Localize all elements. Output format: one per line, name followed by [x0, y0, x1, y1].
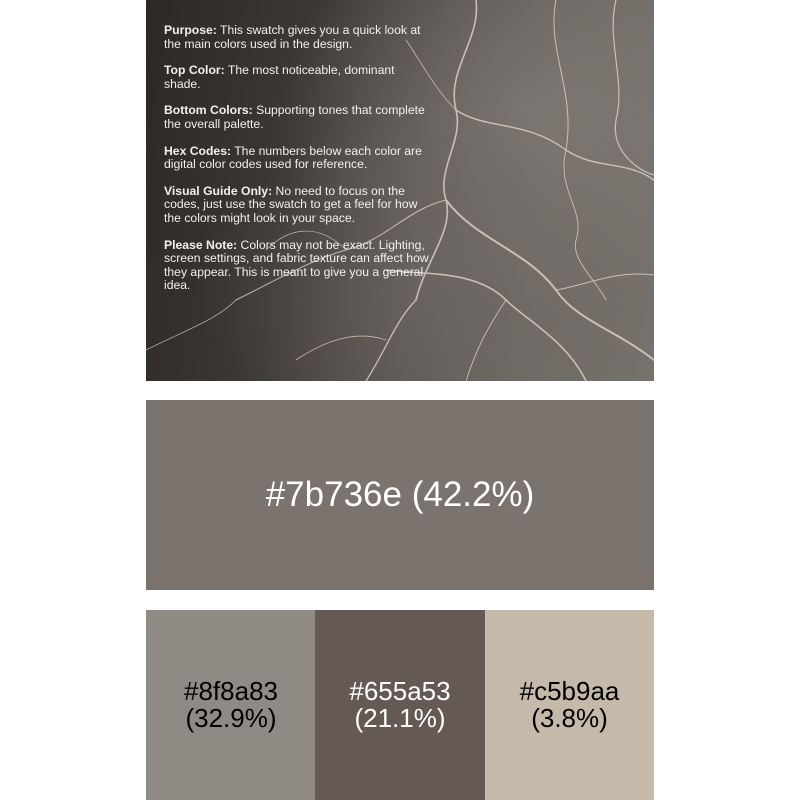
- info-text-block: [164, 24, 429, 306]
- swatch-2-percent: (21.1%): [354, 703, 446, 733]
- main-swatch-percent: (42.2%): [411, 475, 535, 514]
- main-color-swatch: [146, 400, 654, 590]
- main-swatch-label: [266, 475, 535, 515]
- swatch-3-hex: #c5b9aa: [519, 676, 620, 706]
- secondary-swatch-1: [146, 610, 316, 800]
- info-top-color: Top Color: The most noticeable, dominant shade.: [164, 63, 395, 91]
- swatch-2-hex: #655a53: [349, 676, 451, 706]
- secondary-swatch-3: [485, 610, 654, 800]
- swatch-3-percent: (3.8%): [531, 703, 608, 733]
- marble-photo: [146, 0, 654, 381]
- main-swatch-hex: #7b736e: [265, 475, 402, 514]
- info-please-note: Please Note: Colors may not be exact. Lighting, screen settings, and fabric texture can affect how they appear. This is meant to give you a general idea.: [164, 237, 429, 293]
- info-visual-guide: Visual Guide Only: No need to focus on the codes, just use the swatch to get a feel for how the colors might look in your space.: [164, 183, 418, 225]
- info-purpose: Purpose: This swatch gives you a quick look at the main colors used in the design.: [164, 23, 421, 51]
- info-bottom-colors: Bottom Colors: Supporting tones that complete the overall palette.: [164, 103, 425, 131]
- secondary-swatch-2: [315, 610, 485, 800]
- info-hex-codes: Hex Codes: The numbers below each color are digital color codes used for reference.: [164, 143, 422, 172]
- swatch-1-percent: (32.9%): [185, 703, 277, 733]
- swatch-1-hex: #8f8a83: [184, 676, 278, 706]
